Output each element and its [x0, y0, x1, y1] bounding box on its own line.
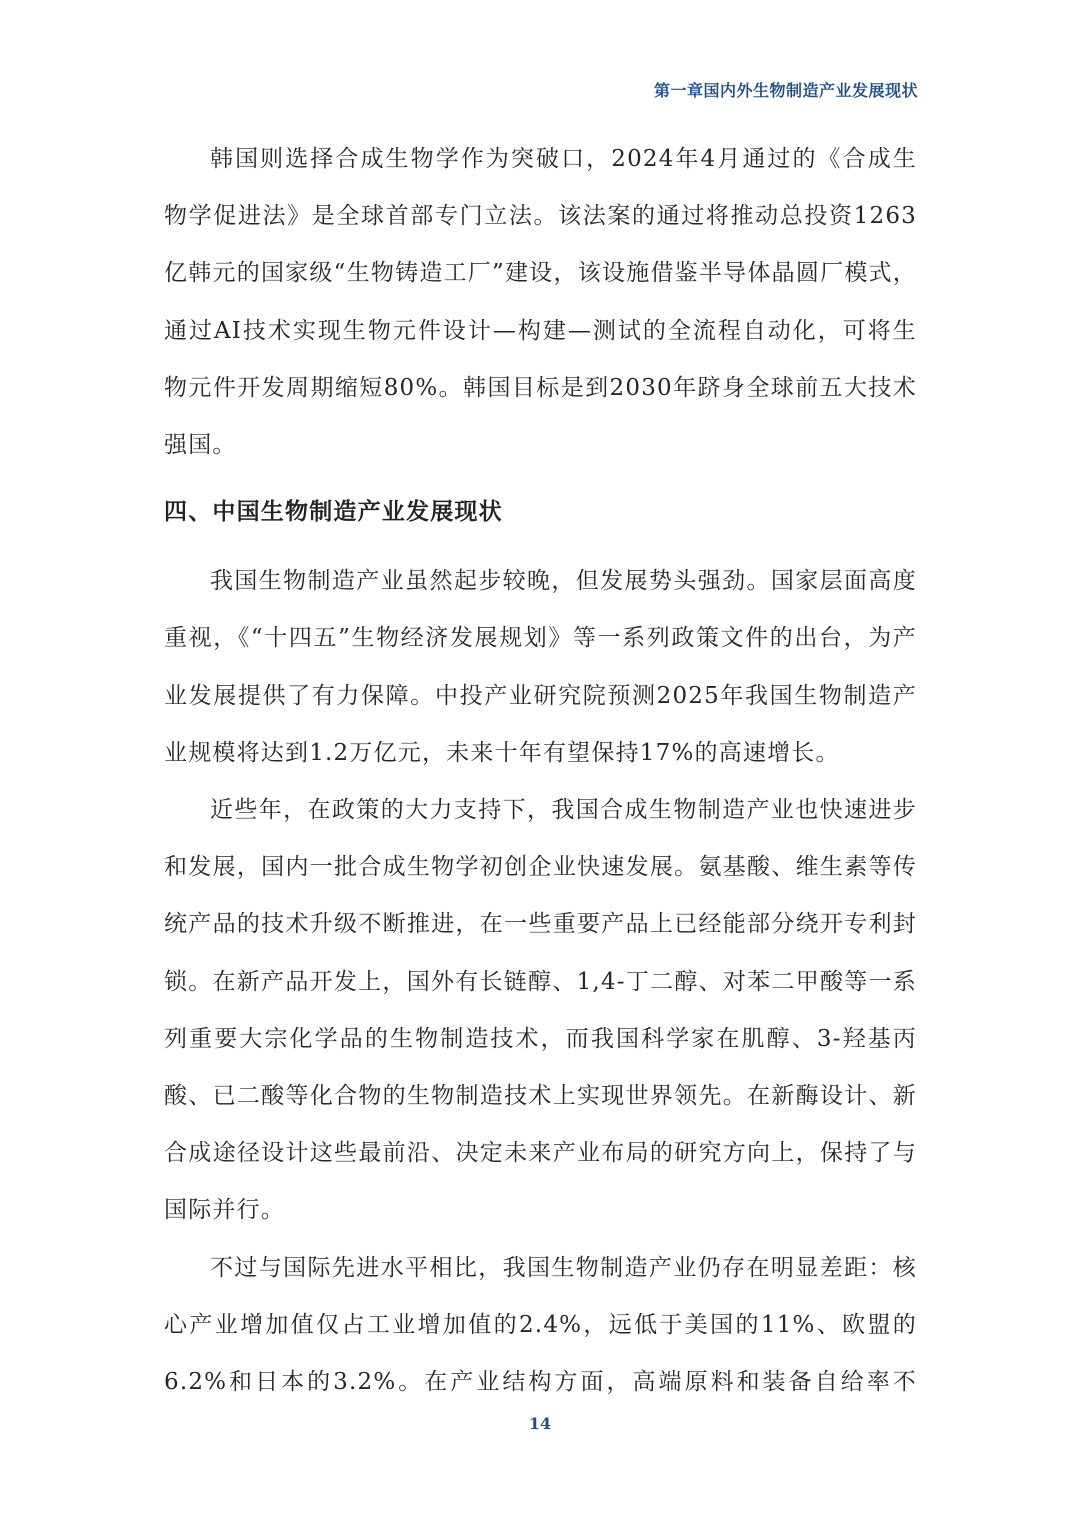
paragraph-china-overview: 我国生物制造产业虽然起步较晚，但发展势头强劲。国家层面高度重视，《“十四五”生物经济发展规划》等一系列政策文件的出台，为产业发展提供了有力保障。中投产业研究院预测2025年我国生物制造产业规模将达到1.2万亿元，未来十年有望保持17%的高速增长。	[164, 568, 917, 766]
page-body	[164, 131, 917, 1411]
paragraph-korea-synthetic-biology: 韩国则选择合成生物学作为突破口，2024年4月通过的《合成生物学促进法》是全球首部专门立法。该法案的通过将推动总投资1263亿韩元的国家级“生物铸造工厂”建设，该设施借鉴半导体晶圆厂模式，通过AI技术实现生物元件设计—构建—测试的全流程自动化，可将生物元件开发周期缩短80%。韩国目标是到2030年跻身全球前五大技术强国。	[164, 146, 917, 459]
paragraph-recent-progress: 近些年，在政策的大力支持下，我国合成生物制造产业也快速进步和发展，国内一批合成生物学初创企业快速发展。氨基酸、维生素等传统产品的技术升级不断推进，在一些重要产品上已经能部分绕开专利封锁。在新产品开发上，国外有长链醇、1,4-丁二醇、对苯二甲酸等一系列重要大宗化学品的生物制造技术，而我国科学家在肌醇、3-羟基丙酸、已二酸等化合物的生物制造技术上实现世界领先。在新酶设计、新合成途径设计这些最前沿、决定未来产业布局的研究方向上，保持了与国际并行。	[164, 797, 917, 1224]
page-number: 14	[528, 1414, 552, 1433]
paragraph-gap-comparison: 不过与国际先进水平相比，我国生物制造产业仍存在明显差距：核心产业增加值仅占工业增加值的2.4%，远低于美国的11%、欧盟的6.2%和日本的3.2%。在产业结构方面，高端原料和装备自给率不	[164, 1254, 917, 1396]
running-header-chapter-title: 第一章国内外生物制造产业发展现状	[653, 81, 918, 100]
section-heading: 四、中国生物制造产业发展现状	[164, 499, 503, 526]
